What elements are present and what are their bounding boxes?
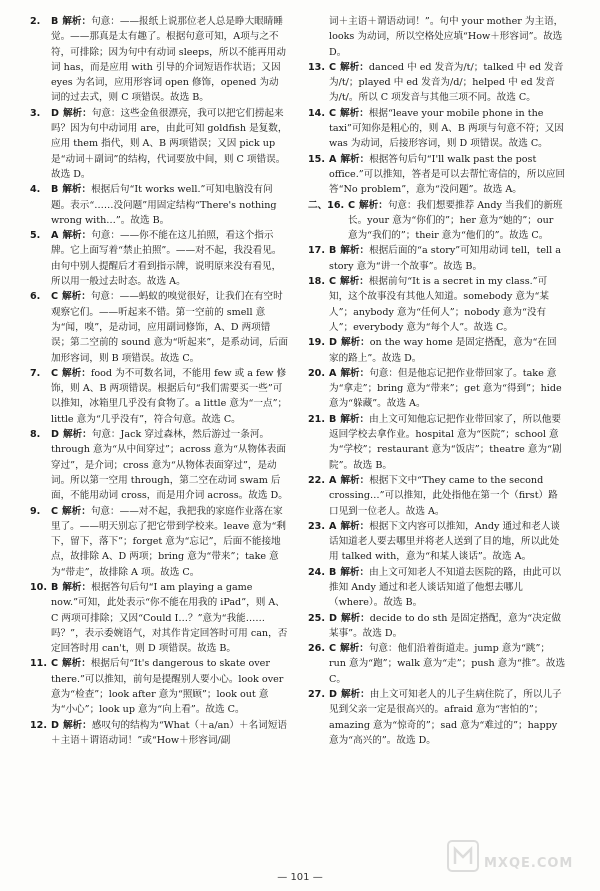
explanation-text: 词＋主语＋谓语动词！”。句中 your mother 为主语，looks 为动词，所以空格处应填“How＋形容词”。故选 D。: [329, 16, 564, 58]
watermark-text: MXQE.COM: [484, 856, 574, 871]
answer-letter: A: [329, 153, 337, 165]
page-number: — 101 —: [277, 872, 323, 883]
question-number: 22.: [308, 474, 325, 486]
answer-entry: [30, 366, 288, 427]
explanation-label: 解析：: [62, 505, 91, 517]
explanation-text: 句意：——蚂蚁的嗅觉很好，让我们在有空时观察它们。——听起来不错。第一空前的 smell 意为“闻，嗅”，是动词，应用副词修饰，A、D 两项错误；第二空前的 sound 意为“听起来”，是系动词，后面加形容词，则 B 项错误。故选 C。: [51, 291, 288, 364]
explanation-label: 解析：: [340, 245, 370, 257]
explanation-label: 解析：: [340, 337, 370, 349]
answer-letter: C: [51, 658, 59, 670]
answer-letter: C: [348, 199, 356, 211]
question-number: 15.: [308, 153, 325, 165]
answer-entry: [30, 289, 288, 365]
answer-letter: D: [51, 429, 59, 441]
explanation-label: 解析：: [62, 658, 91, 670]
question-number: 6.: [30, 291, 41, 303]
answer-letter: D: [329, 337, 337, 349]
answer-entry: [308, 473, 566, 519]
question-number: 20.: [308, 367, 325, 379]
explanation-label: 解析：: [340, 153, 370, 165]
explanation-label: 解析：: [340, 612, 370, 624]
explanation-label: 解析：: [340, 107, 369, 119]
answer-entry: [308, 198, 566, 244]
answer-entry: [308, 274, 566, 335]
question-number: 24.: [308, 566, 325, 578]
explanation-text: decide to do sth 是固定搭配，意为“决定做某事”。故选 D。: [329, 612, 561, 639]
question-number: 4.: [30, 184, 41, 196]
explanation-label: 解析：: [340, 520, 370, 532]
explanation-text: 根据前句“It is a secret in my class.”可知，这个故事没有其他人知道。somebody 意为“某人”；anybody 意为“任何人”；nobody 意为“没有人”；everybody 意为“每个人”。故选 C。: [329, 276, 549, 333]
explanation-text: 感叹句的结构为“What（＋a/an）＋名词短语＋主语＋谓语动词！”或“How＋形容词/副: [51, 719, 288, 746]
explanation-text: 句意：Jack 穿过森林，然后游过一条河。through 意为“从中间穿过”；across 意为“从物体表面穿过”，是介词；cross 意为“从物体表面穿过”，是动词。所以第一空用 through，第二空在动词 swam 后面，不能用动词 cross，而是用介词 across。故选 D。: [51, 429, 288, 502]
answer-letter: A: [329, 367, 337, 379]
question-number: 21.: [308, 413, 325, 425]
answer-entry: [30, 106, 288, 182]
question-number: 18.: [308, 276, 325, 288]
answer-letter: C: [51, 291, 59, 303]
answer-entry: [308, 366, 566, 412]
question-number: 2.: [30, 16, 41, 27]
question-number: 27.: [308, 689, 325, 701]
explanation-text: 句意：——对不起，我把我的家庭作业落在家里了。——明天别忘了把它带到学校来。leave 意为“剩下，留下，落下”；forget 意为“忘记”，后面不能接地点，故排除 A、D 两项；bring 意为“带来”；take 意为“带走”，故排除 A 项。故选 C。: [51, 505, 286, 578]
explanation-text: 句意：但是他忘记把作业带回家了。take 意为“拿走”；bring 意为“带来”；get 意为“得到”；hide 意为“躲藏”。故选 A。: [329, 367, 562, 410]
answer-entry: [308, 519, 566, 565]
answer-letter: A: [329, 520, 337, 532]
question-number: 3.: [30, 107, 41, 119]
question-number: 23.: [308, 520, 325, 532]
answer-entry: [308, 565, 566, 611]
explanation-text: 根据后面的“a story”可知用动词 tell，tell a story 意为“讲一个故事”。故选 B。: [329, 245, 561, 272]
answer-entry: [308, 687, 566, 748]
explanation-label: 解析：: [62, 184, 92, 196]
explanation-label: 解析：: [62, 429, 92, 441]
answer-entry: [308, 60, 566, 106]
explanation-label: 解析：: [340, 61, 369, 73]
explanation-label: 解析：: [340, 413, 370, 425]
answer-entry: [30, 14, 288, 106]
question-number: 25.: [308, 612, 325, 624]
answer-entry: [30, 656, 288, 717]
answer-entry: [30, 580, 288, 656]
explanation-text: on the way home 是固定搭配，意为“在回家的路上”。故选 D。: [329, 337, 557, 364]
explanation-text: 根据“leave your mobile phone in the taxi”可知你是粗心的，则 A、B 两项与句意不符；又因 was 为动词，后接形容词，则 D 项错误。故选 C。: [329, 107, 564, 150]
explanation-text: food 为不可数名词，不能用 few 或 a few 修饰，则 A、B 两项错误。根据后句“我们需要买一些”可以推知，冰箱里几乎没有食物了。a little 意为“一点”；little 意为“几乎没有”，符合句意。故选 C。: [51, 367, 288, 425]
explanation-text: 由上文可知老人不知道去医院的路，由此可以推知 Andy 通过和老人谈话知道了他想去哪儿（where）。故选 B。: [329, 566, 561, 609]
explanation-label: 解析：: [62, 230, 92, 242]
answer-entry: [308, 335, 566, 366]
answer-letter: A: [329, 474, 337, 486]
question-number: 19.: [308, 337, 325, 349]
explanation-label: 解析：: [62, 367, 91, 379]
question-number: 12.: [30, 719, 47, 731]
answer-entry: [308, 243, 566, 274]
explanation-label: 解析：: [340, 474, 370, 486]
answer-entry: [30, 504, 288, 580]
question-number: 7.: [30, 367, 41, 379]
answer-letter: C: [329, 61, 337, 73]
answer-entry: [308, 106, 566, 152]
answer-letter: C: [51, 505, 59, 517]
explanation-text: 根据后句“It's dangerous to skate over there.”可以推知，前句是提醒别人要小心。look over 意为“检查”；look after 意为“照顾”；look out 意为“小心”；look up 意为“向上看”。故选 C。: [51, 658, 284, 716]
explanation-text: 句意：——报纸上说那位老人总是睁大眼睛睡觉。——那真是太有趣了。根据句意可知，A项与之不符，可排除；因为句中有动词 sleeps，所以不能再用动词 has，而是应用 with 引导的介词短语作状语；又因 eyes 为名词，应用形容词 open 修饰，opened 为动词的过去式，则 C 项错误。故选 B。: [51, 16, 286, 104]
answer-entry: [308, 14, 566, 60]
answer-entry: [30, 718, 288, 749]
answer-letter: B: [51, 16, 59, 27]
answer-letter: D: [51, 107, 59, 119]
explanation-label: 解析：: [62, 107, 92, 119]
answer-entry: [308, 412, 566, 473]
answer-letter: C: [329, 643, 337, 655]
question-number: 26.: [308, 643, 325, 655]
question-number: 5.: [30, 230, 41, 242]
question-number: 17.: [308, 245, 325, 257]
answer-letter: B: [329, 413, 337, 425]
explanation-label: 解析：: [62, 16, 92, 27]
explanation-label: 解析：: [340, 643, 369, 655]
answer-entry: [30, 182, 288, 228]
explanation-text: 由上文可知他忘记把作业带回家了，所以他要返回学校去拿作业。hospital 意为“医院”；school 意为“学校”；restaurant 意为“饭店”；theatre 意为“剧院”。故选 B。: [329, 413, 562, 471]
answer-entry: [308, 641, 566, 687]
explanation-text: 句意：我们想要推荐 Andy 当我们的新班长。your 意为“你们的”；her 意为“她的”；our 意为“我们的”；their 意为“他们的”。故选 C。: [348, 199, 563, 242]
answer-letter: A: [51, 230, 59, 242]
explanation-text: 句意：他们沿着街道走。jump 意为“跳”；run 意为“跑”；walk 意为“走”；push 意为“推”。故选 C。: [329, 643, 566, 685]
explanation-label: 解析：: [340, 566, 370, 578]
left-column: [30, 14, 288, 748]
answer-letter: D: [51, 719, 59, 731]
question-number: 二、16.: [308, 199, 345, 211]
answer-letter: C: [329, 276, 337, 288]
answer-entry: [308, 611, 566, 642]
explanation-text: 由上文可知老人的儿子生病住院了，所以儿子见到父亲一定是很高兴的。afraid 意为“害怕的”；amazing 意为“惊奇的”；sad 意为“难过的”；happy 意为“高兴的”。故选 D。: [329, 689, 562, 746]
explanation-label: 解析：: [62, 291, 91, 303]
explanation-text: 根据答句后句“I'll walk past the post office.”可以推知，答者是可以去帮忙寄信的，所以应回答“No problem”，意为“没问题”。故选 A。: [329, 153, 566, 196]
explanation-text: danced 中 ed 发音为/t/；talked 中 ed 发音为/t/；played 中 ed 发音为/d/；helped 中 ed 发音为/t/。所以 C 项发音与其他三项不同。故选 C。: [329, 61, 564, 104]
right-column: [308, 14, 566, 748]
answer-letter: B: [329, 245, 337, 257]
explanation-label: 解析：: [62, 581, 92, 593]
answer-letter: D: [329, 612, 337, 624]
explanation-label: 解析：: [340, 689, 370, 701]
answer-entry: [30, 228, 288, 289]
explanation-label: 解析：: [340, 367, 370, 379]
answer-letter: B: [51, 581, 59, 593]
explanation-text: 根据答句后句“I am playing a game now.”可知，此处表示“你不能在用我的 iPad”，则 A、C 两项可排除；又因“Could I…？”意为“我能……吗？”，表示委婉语气，对其作肯定回答时可用 can，否定回答时用 can't，则 D 项错误。故选 B。: [51, 581, 288, 655]
answer-letter: B: [329, 566, 337, 578]
watermark-logo: [446, 837, 586, 881]
answer-entry: [308, 152, 566, 198]
explanation-text: 根据下文中“They came to the second crossing…”可以推知，此处指他在第一个（first）路口见到一位老人。故选 A。: [329, 474, 558, 517]
answer-letter: C: [51, 367, 59, 379]
question-number: 11.: [30, 658, 47, 670]
question-number: 9.: [30, 505, 41, 517]
explanation-label: 解析：: [359, 199, 388, 211]
explanation-text: 句意：——你不能在这儿拍照，看这个指示牌。它上面写着“禁止拍照”。——对不起，我没看见。由句中别人提醒后才看到指示牌，说明原来没有看见，所以用一般过去时态。故选 A。: [51, 230, 282, 288]
answer-letter: D: [329, 689, 337, 701]
explanation-label: 解析：: [62, 719, 92, 731]
explanation-text: 根据后句“It works well.”可知电脑没有问题。表示“……没问题”用固定结构“There's nothing wrong with…”。故选 B。: [51, 184, 277, 226]
explanation-text: 句意：这些金鱼很漂亮，我可以把它们捞起来吗？因为句中动词用 are，由此可知 goldfish 是复数，应用 them 指代，则 A、B 两项错误；又因 pick up 是“动词＋副词”的结构，代词要放中间，则 C 项错误。故选 D。: [51, 107, 288, 180]
answer-letter: C: [329, 107, 337, 119]
explanation-label: 解析：: [340, 276, 369, 288]
question-number: 8.: [30, 429, 41, 441]
explanation-text: 根据下文内容可以推知，Andy 通过和老人谈话知道老人要去哪里并将老人送到了目的地，所以此处用 talked with，意为“和某人谈话”。故选 A。: [329, 520, 561, 563]
question-number: 14.: [308, 107, 325, 119]
question-number: 13.: [308, 61, 325, 73]
answer-letter: B: [51, 184, 59, 196]
question-number: 10.: [30, 581, 47, 593]
answer-entry: [30, 427, 288, 503]
